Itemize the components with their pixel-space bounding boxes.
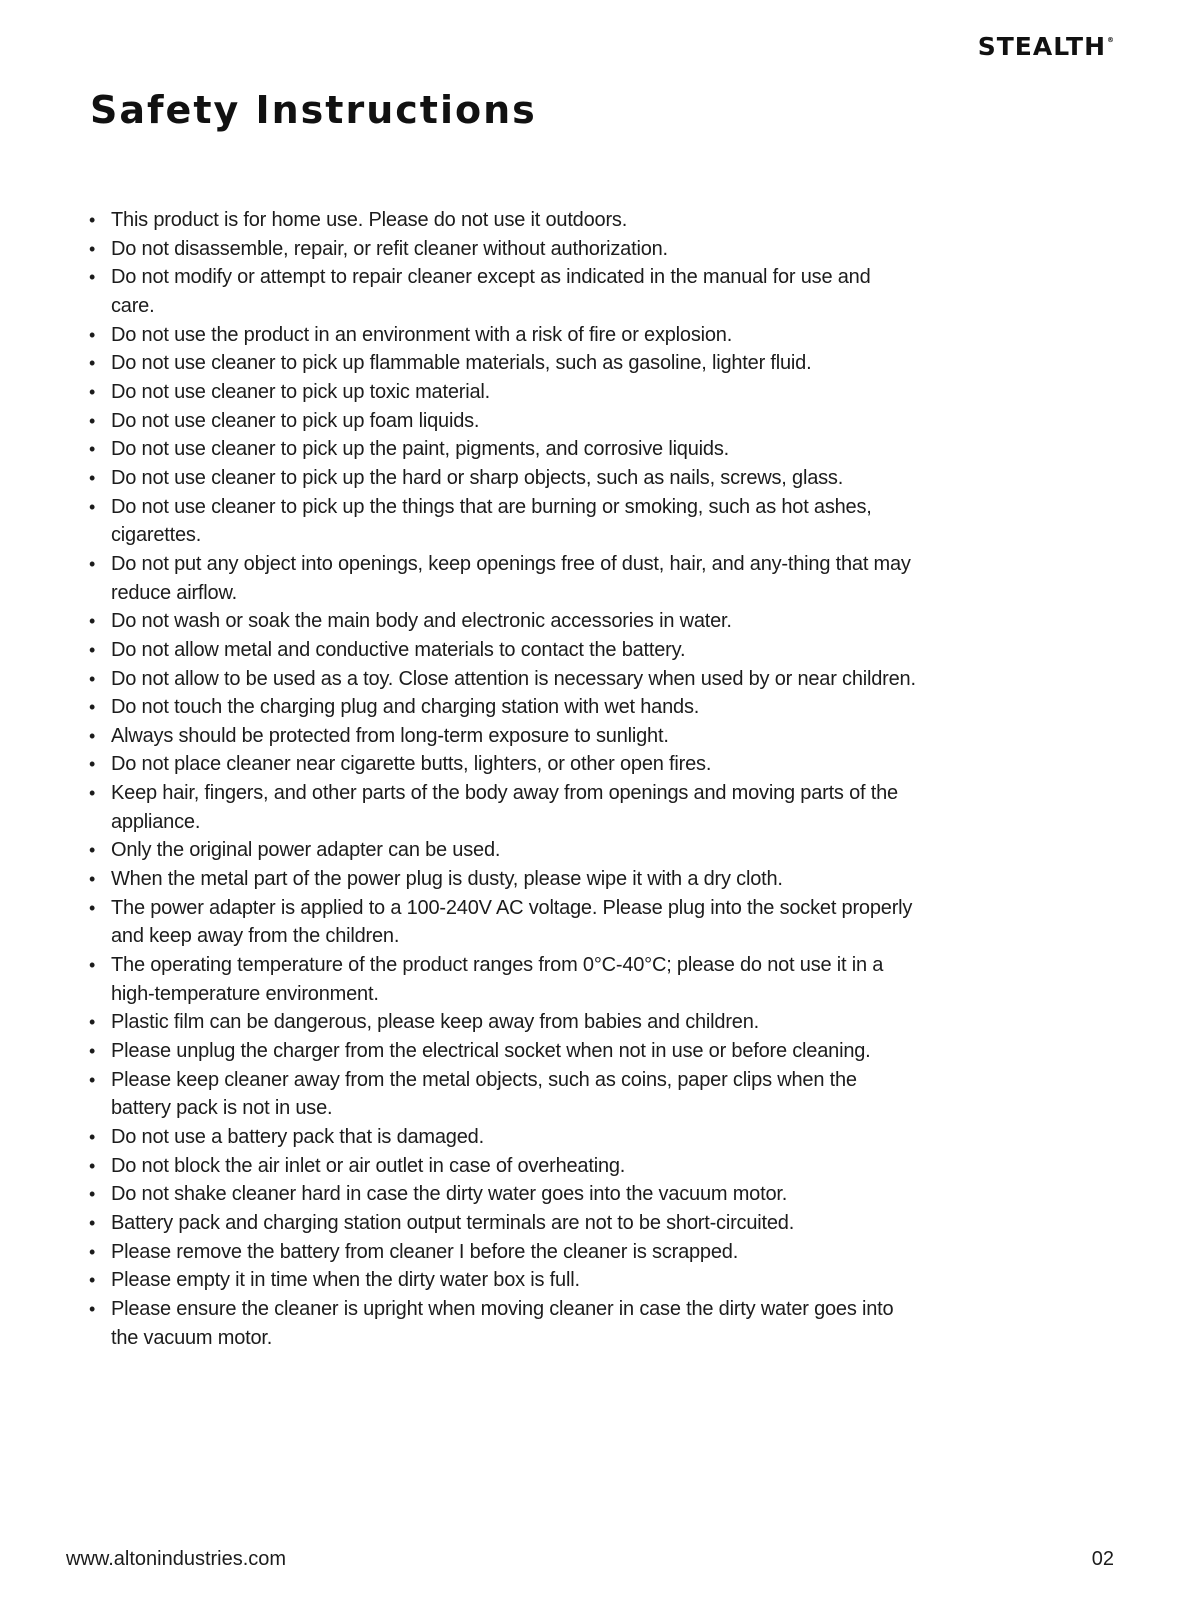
list-item: [88, 836, 918, 865]
bullet-icon: •: [89, 1041, 96, 1062]
bullet-icon: •: [89, 639, 96, 660]
registered-mark: ®: [1107, 36, 1115, 44]
bullet-icon: •: [89, 754, 96, 775]
instruction-text: When the metal part of the power plug is dusty, please wipe it with a dry cloth.: [111, 868, 783, 891]
instruction-text: Do not put any object into openings, keep openings free of dust, hair, and any-thing that may reduce airflow.: [111, 552, 911, 604]
list-item: [88, 1238, 918, 1267]
list-item: [88, 550, 918, 607]
list-item: [88, 435, 918, 464]
list-item: [88, 693, 918, 722]
bullet-icon: •: [89, 410, 96, 431]
list-item: [88, 722, 918, 751]
list-item: [88, 407, 918, 436]
instruction-text: The operating temperature of the product ranges from 0°C-40°C; please do not use it in a high-temperature environment.: [111, 954, 884, 1005]
instruction-text: Do not use cleaner to pick up toxic material.: [111, 380, 490, 403]
bullet-icon: •: [89, 1012, 96, 1033]
list-item: [88, 1037, 918, 1066]
list-item: [88, 894, 918, 951]
bullet-icon: •: [89, 1184, 96, 1205]
bullet-icon: •: [89, 439, 96, 460]
bullet-icon: •: [89, 611, 96, 632]
instruction-text: Do not use cleaner to pick up foam liquids.: [111, 409, 480, 432]
instruction-text: This product is for home use. Please do not use it outdoors.: [111, 209, 628, 231]
list-item: [88, 235, 918, 264]
bullet-icon: •: [89, 210, 96, 230]
bullet-icon: •: [89, 1241, 96, 1262]
list-item: [88, 1266, 918, 1295]
instruction-text: Do not wash or soak the main body and electronic accessories in water.: [111, 610, 732, 633]
bullet-icon: •: [89, 840, 96, 861]
instruction-text: Do not use cleaner to pick up the things that are burning or smoking, such as hot ashes, cigarettes.: [111, 495, 872, 547]
instruction-text: Do not allow metal and conductive materials to contact the battery.: [111, 638, 686, 661]
list-item: [88, 665, 918, 694]
list-item: [88, 349, 918, 378]
instruction-text: Keep hair, fingers, and other parts of the body away from openings and moving parts of the appliance.: [111, 782, 898, 833]
list-item: [88, 464, 918, 493]
bullet-icon: •: [89, 1270, 96, 1291]
bullet-icon: •: [89, 1127, 96, 1147]
instruction-text: Do not block the air inlet or air outlet in case of overheating.: [111, 1154, 626, 1177]
bullet-icon: •: [89, 1069, 96, 1090]
list-item: [88, 779, 918, 836]
instruction-text: Do not use cleaner to pick up the hard or sharp objects, such as nails, screws, glass.: [111, 466, 844, 489]
instruction-text: Do not use cleaner to pick up the paint, pigments, and corrosive liquids.: [111, 438, 729, 461]
instruction-text: Do not use a battery pack that is damaged.: [111, 1126, 484, 1148]
bullet-icon: •: [89, 353, 96, 374]
instruction-text: Battery pack and charging station output terminals are not to be short-circuited.: [111, 1211, 795, 1234]
bullet-icon: •: [89, 1212, 96, 1233]
bullet-icon: •: [89, 553, 96, 574]
safety-instructions-list: [88, 206, 918, 1352]
bullet-icon: •: [89, 697, 96, 718]
bullet-icon: •: [89, 467, 96, 488]
list-item: [88, 378, 918, 407]
instruction-text: Do not allow to be used as a toy. Close attention is necessary when used by or near children.: [111, 667, 916, 690]
bullet-icon: •: [89, 324, 96, 345]
instruction-text: Do not use the product in an environment with a risk of fire or explosion.: [111, 323, 733, 346]
brand-name: STEALTH: [977, 32, 1106, 61]
bullet-icon: •: [89, 238, 96, 259]
instruction-text: Do not disassemble, repair, or refit cleaner without authorization.: [111, 237, 668, 260]
bullet-icon: •: [89, 897, 96, 918]
list-item: [88, 493, 918, 550]
list-item: [88, 865, 918, 894]
list-item: [88, 750, 918, 779]
instruction-text: Please unplug the charger from the electrical socket when not in use or before cleaning.: [111, 1040, 871, 1063]
instruction-text: Please remove the battery from cleaner I before the cleaner is scrapped.: [111, 1240, 739, 1263]
list-item: [88, 1209, 918, 1238]
bullet-icon: •: [89, 869, 96, 890]
bullet-icon: •: [89, 496, 96, 517]
instruction-text: Do not place cleaner near cigarette butts, lighters, or other open fires.: [111, 753, 712, 776]
brand-logo: [978, 32, 1115, 61]
footer-website: www.altonindustries.com: [66, 1548, 287, 1570]
instruction-text: Do not modify or attempt to repair cleaner except as indicated in the manual for use and care.: [111, 266, 871, 317]
instruction-text: Please keep cleaner away from the metal objects, such as coins, paper clips when the battery pack is not in use.: [111, 1068, 857, 1120]
list-item: [88, 1123, 918, 1152]
list-item: [88, 951, 918, 1008]
bullet-icon: •: [89, 725, 96, 746]
bullet-icon: •: [89, 668, 96, 689]
bullet-icon: •: [89, 1298, 96, 1319]
list-item: [88, 263, 918, 320]
list-item: [88, 321, 918, 350]
bullet-icon: •: [89, 267, 96, 288]
instruction-text: The power adapter is applied to a 100-240V AC voltage. Please plug into the socket properly and keep away from the children.: [111, 896, 913, 948]
instruction-text: Do not shake cleaner hard in case the dirty water goes into the vacuum motor.: [111, 1183, 788, 1206]
instruction-text: Please empty it in time when the dirty water box is full.: [111, 1269, 580, 1292]
instruction-text: Please ensure the cleaner is upright when moving cleaner in case the dirty water goes into the vacuum motor.: [111, 1297, 894, 1349]
instruction-text: Plastic film can be dangerous, please keep away from babies and children.: [111, 1011, 759, 1034]
instruction-text: Do not use cleaner to pick up flammable materials, such as gasoline, lighter fluid.: [111, 352, 812, 375]
list-item: [88, 636, 918, 665]
list-item: [88, 1152, 918, 1181]
page-title: Safety Instructions: [90, 88, 537, 132]
bullet-icon: •: [89, 1155, 96, 1176]
list-item: [88, 1066, 918, 1123]
list-item: [88, 1008, 918, 1037]
bullet-icon: •: [89, 955, 96, 976]
instruction-text: Only the original power adapter can be used.: [111, 839, 501, 862]
instruction-text: Do not touch the charging plug and charging station with wet hands.: [111, 696, 700, 719]
bullet-icon: •: [89, 783, 96, 804]
list-item: [88, 1180, 918, 1209]
page-number: 02: [1091, 1548, 1114, 1570]
list-item: [88, 1295, 918, 1352]
bullet-icon: •: [89, 381, 96, 402]
list-item: [88, 607, 918, 636]
instruction-text: Always should be protected from long-term exposure to sunlight.: [111, 724, 669, 747]
list-item: [88, 206, 918, 235]
